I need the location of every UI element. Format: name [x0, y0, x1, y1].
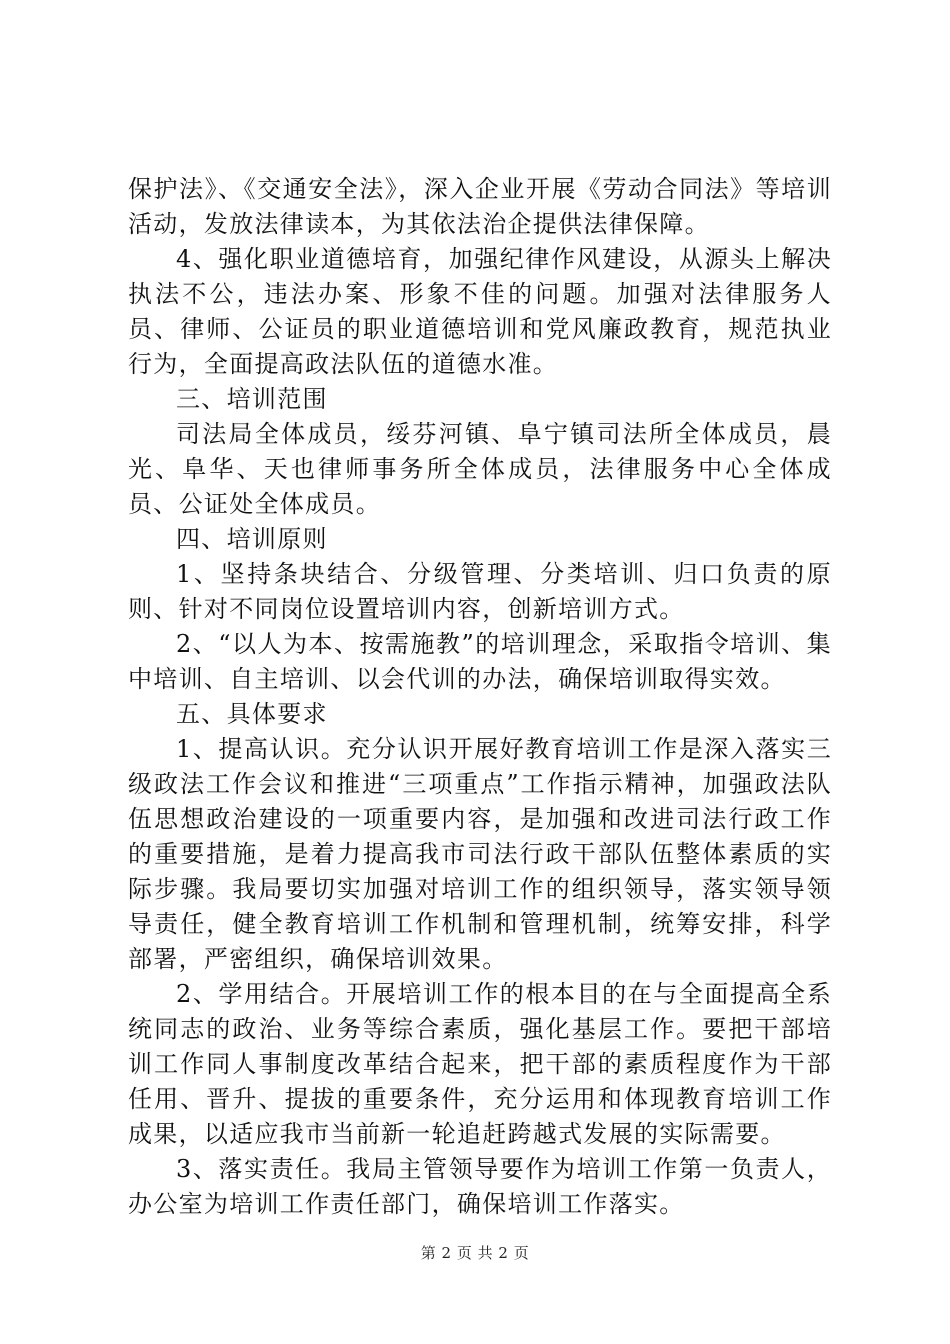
section-heading-scope: 三、培训范围	[176, 385, 328, 413]
paragraph-requirement-1: 1、提高认识。充分认识开展好教育培训工作是深入落实三级政法工作会议和推进“三项重点”工作指示精神，加强政法队伍思想政治建设的一项重要内容，是加强和改进司法行政工作的重要措施，是着力提高我市司法行政干部队伍整体素质的实际步骤。我局要切实加强对培训工作的组织领导，落实领导领导责任，健全教育培训工作机制和管理机制，统筹安排，科学部署，严密组织，确保培训效果。	[128, 735, 832, 973]
paragraph-principle-2: 2、“以人为本、按需施教”的培训理念，采取指令培训、集中培训、自主培训、以会代训的办法，确保培训取得实效。	[128, 630, 832, 693]
page-footer	[0, 1243, 950, 1263]
section-heading-requirements: 五、具体要求	[176, 700, 328, 728]
paragraph-scope: 司法局全体成员，绥芬河镇、阜宁镇司法所全体成员，晨光、阜华、天也律师事务所全体成员，法律服务中心全体成员、公证处全体成员。	[128, 420, 832, 518]
page-number-label: 第 2 页 共 2 页	[420, 1244, 530, 1262]
paragraph-principle-1: 1、坚持条块结合、分级管理、分类培训、归口负责的原则、针对不同岗位设置培训内容，创新培训方式。	[128, 560, 832, 623]
paragraph-item-4: 4、强化职业道德培育，加强纪律作风建设，从源头上解决执法不公，违法办案、形象不佳的问题。加强对法律服务人员、律师、公证员的职业道德培训和党风廉政教育，规范执业行为，全面提高政法队伍的道德水准。	[128, 245, 832, 378]
paragraph-continuation: 保护法》、《交通安全法》，深入企业开展《劳动合同法》等培训活动，发放法律读本，为其依法治企提供法律保障。	[128, 175, 832, 238]
paragraph-requirement-2: 2、学用结合。开展培训工作的根本目的在与全面提高全系统同志的政治、业务等综合素质，强化基层工作。要把干部培训工作同人事制度改革结合起来，把干部的素质程度作为干部任用、晋升、提拔的重要条件，充分运用和体现教育培训工作成果，以适应我市当前新一轮追赶跨越式发展的实际需要。	[128, 980, 832, 1148]
document-body	[128, 172, 832, 1222]
section-heading-principles: 四、培训原则	[176, 525, 328, 553]
paragraph-requirement-3: 3、落实责任。我局主管领导要作为培训工作第一负责人，办公室为培训工作责任部门，确保培训工作落实。	[128, 1155, 832, 1218]
